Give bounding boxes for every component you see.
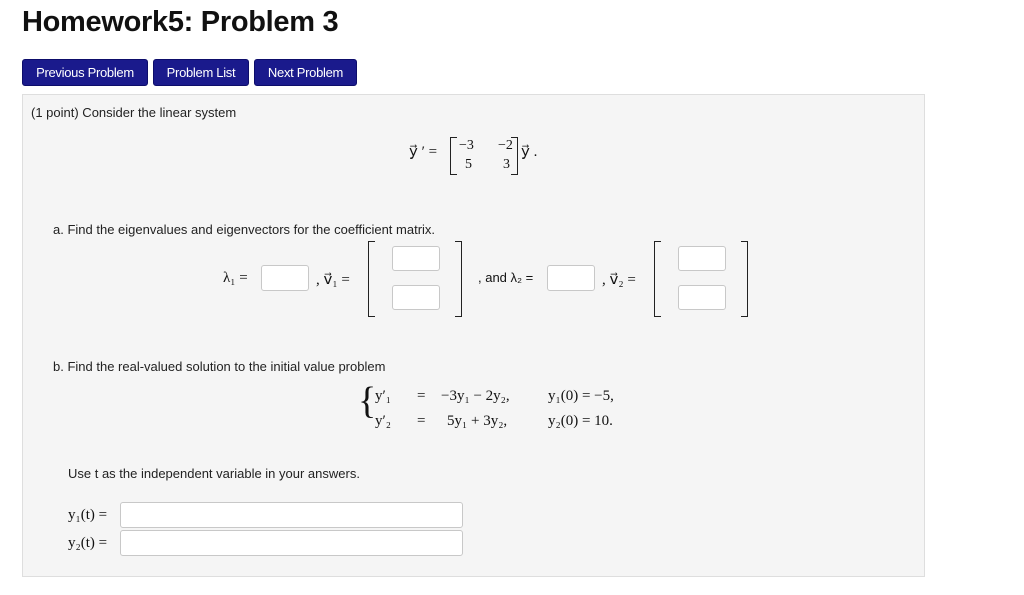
part-b-prompt: b. Find the real-valued solution to the initial value problem — [53, 359, 386, 374]
independent-variable-note: Use t as the independent variable in your answers. — [68, 466, 360, 481]
eq2-lhs: y′₂ — [375, 413, 392, 429]
next-problem-button[interactable]: Next Problem — [254, 59, 357, 86]
v2-left-bracket — [654, 241, 661, 317]
matrix-a11: −3 — [459, 138, 474, 153]
previous-problem-button[interactable]: Previous Problem — [22, 59, 148, 86]
v2-right-bracket — [741, 241, 748, 317]
eq1-initial-condition: y₁(0) = −5, — [548, 388, 614, 404]
v2-bottom-input[interactable] — [678, 285, 726, 310]
y2-input[interactable] — [120, 530, 463, 556]
v1-top-input[interactable] — [392, 246, 440, 271]
system-brace: { — [358, 380, 377, 422]
system-rhs: y⃗ . — [521, 144, 538, 160]
v1-left-bracket — [368, 241, 375, 317]
part-a-prompt: a. Find the eigenvalues and eigenvectors for the coefficient matrix. — [53, 222, 436, 237]
matrix-a22: 3 — [503, 157, 510, 172]
lambda1-label: λ₁ = — [223, 270, 248, 286]
system-matrix-left-bracket — [450, 137, 457, 175]
y2-label: y₂(t) = — [68, 535, 108, 551]
matrix-a12: −2 — [498, 138, 513, 153]
lambda1-input[interactable] — [261, 265, 309, 291]
y1-input[interactable] — [120, 502, 463, 528]
eq2-initial-condition: y₂(0) = 10. — [548, 413, 613, 429]
eq1-equals: = — [417, 388, 426, 404]
v1-label: , v⃗₁ = — [316, 272, 350, 288]
system-matrix-right-bracket — [511, 137, 518, 175]
v2-label: , v⃗₂ = — [602, 272, 636, 288]
eq1-rhs: −3y₁ − 2y₂, — [441, 388, 510, 404]
system-lhs: y⃗ ′ = — [409, 144, 438, 160]
eq2-equals: = — [417, 413, 426, 429]
problem-panel — [22, 94, 925, 577]
v1-bottom-input[interactable] — [392, 285, 440, 310]
y1-label: y₁(t) = — [68, 507, 108, 523]
and-lambda2-label: , and λ₂ = — [478, 270, 534, 285]
matrix-a21: 5 — [465, 157, 472, 172]
eq2-rhs: 5y₁ + 3y₂, — [447, 413, 508, 429]
v1-right-bracket — [455, 241, 462, 317]
eq1-lhs: y′₁ — [375, 388, 392, 404]
lambda2-input[interactable] — [547, 265, 595, 291]
problem-intro: (1 point) Consider the linear system — [31, 105, 237, 120]
problem-list-button[interactable]: Problem List — [153, 59, 249, 86]
page-title: Homework5: Problem 3 — [22, 6, 339, 38]
v2-top-input[interactable] — [678, 246, 726, 271]
